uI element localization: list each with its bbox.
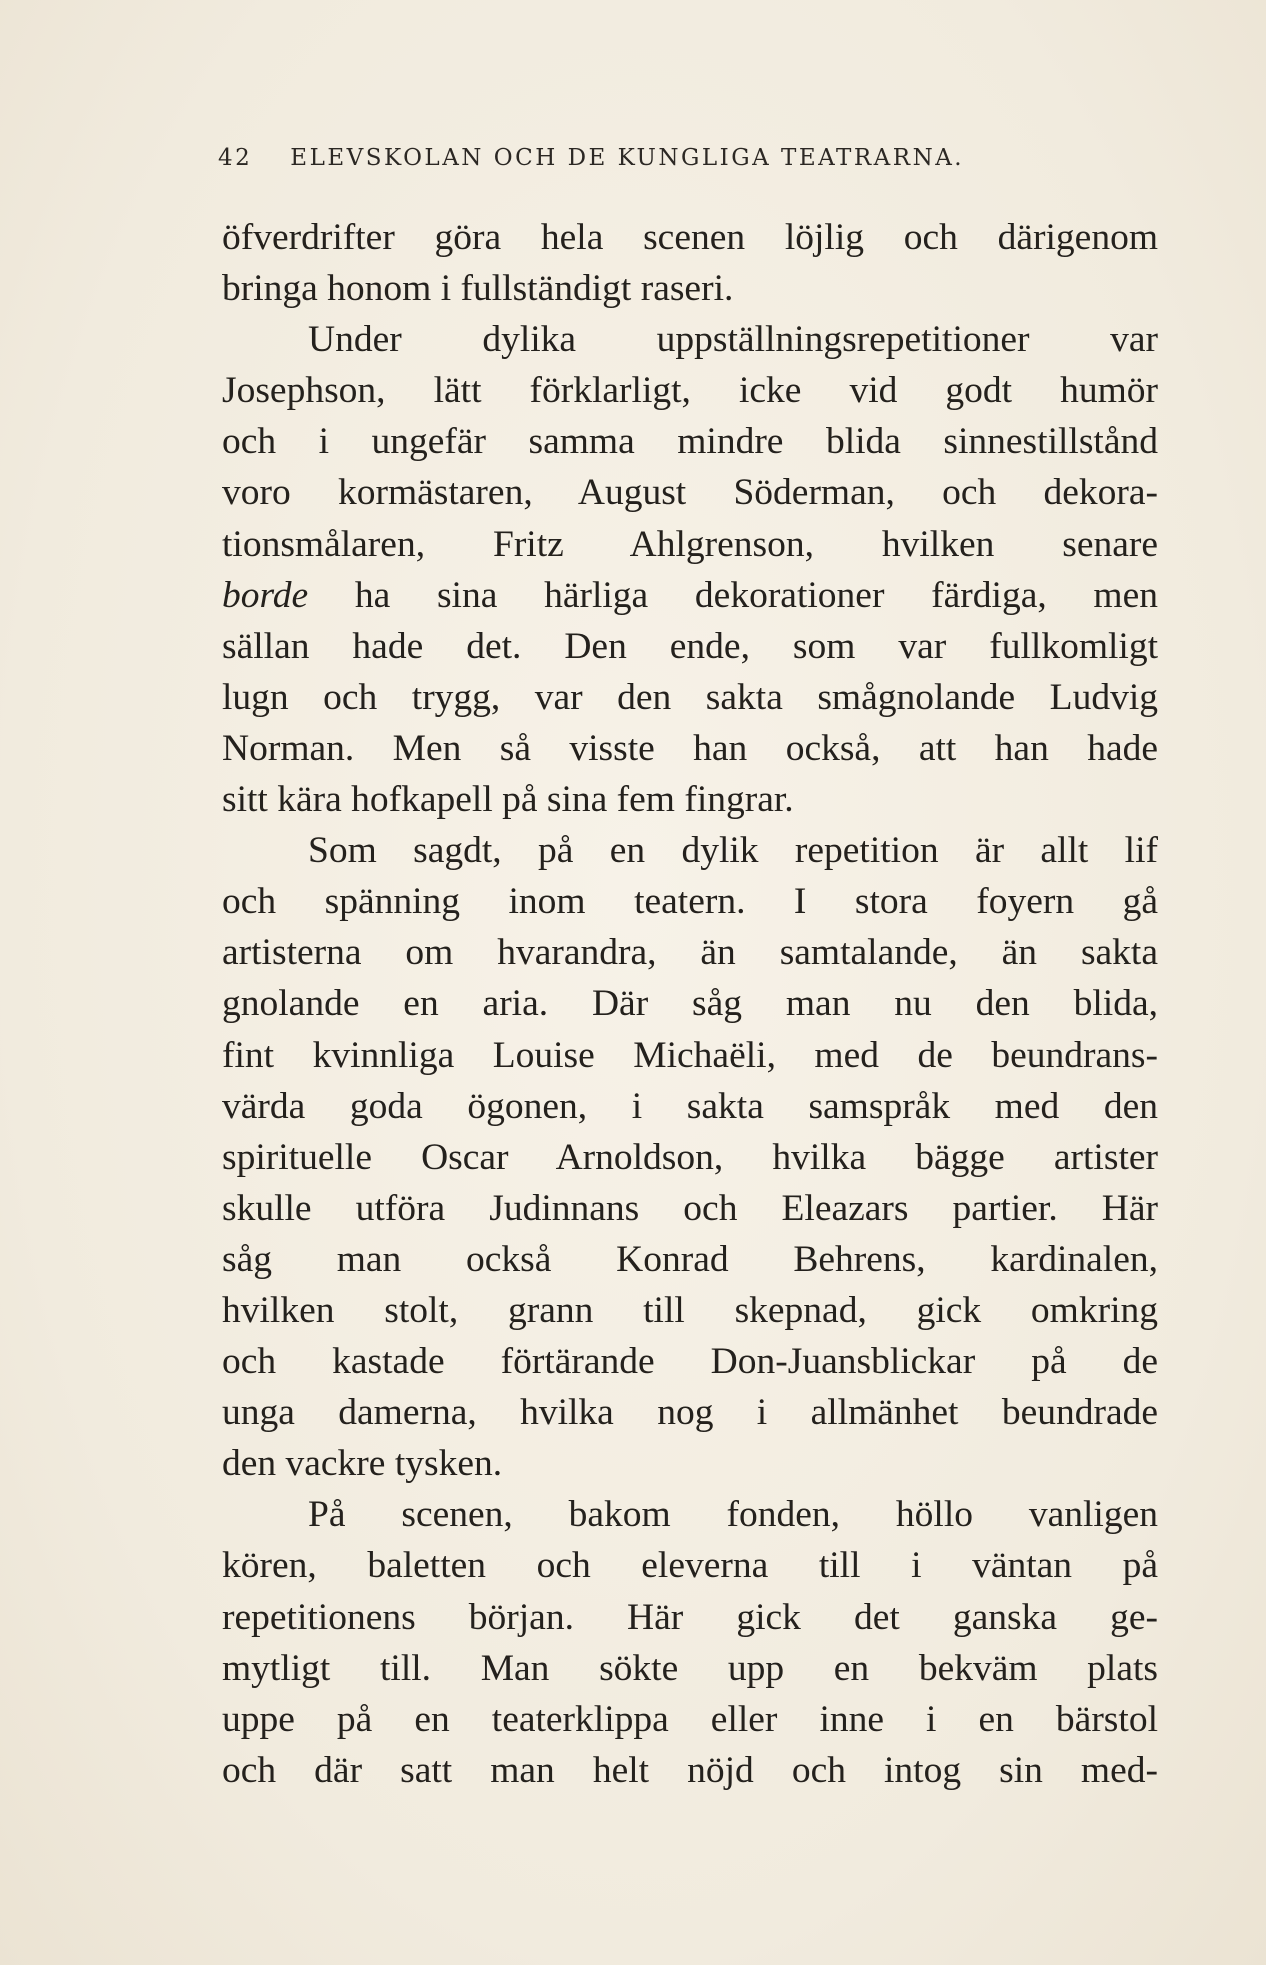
text-line: såg man också Konrad Behrens, kardinalen, bbox=[222, 1238, 1158, 1280]
text-line: voro kormästaren, August Söderman, och dekora- bbox=[222, 472, 1158, 514]
text-line: unga damerna, hvilka nog i allmänhet beundrade bbox=[222, 1392, 1158, 1434]
text-line: värda goda ögonen, i sakta samspråk med den bbox=[222, 1085, 1158, 1127]
text-line: mytligt till. Man sökte upp en bekväm plats bbox=[222, 1647, 1158, 1689]
text-line: repetitionens början. Här gick det ganska ge- bbox=[222, 1596, 1158, 1638]
text-line: den vackre tysken. bbox=[222, 1443, 503, 1485]
text-line: och spänning inom teatern. I stora foyern gå bbox=[222, 881, 1158, 923]
text-line: och där satt man helt nöjd och intog sin med- bbox=[222, 1749, 1158, 1791]
text-line: kören, baletten och eleverna till i väntan på bbox=[222, 1545, 1158, 1587]
text-line: bringa honom i fullständigt raseri. bbox=[222, 268, 734, 310]
text-line: Norman. Men så visste han också, att han hade bbox=[222, 727, 1158, 769]
text-line: artisterna om hvarandra, än samtalande, än sakta bbox=[222, 932, 1158, 974]
text-line: lugn och trygg, var den sakta smågnolande Ludvig bbox=[222, 676, 1158, 718]
text-line: Josephson, lätt förklarligt, icke vid godt humör bbox=[222, 370, 1158, 412]
text-line: spirituelle Oscar Arnoldson, hvilka bägge artister bbox=[222, 1136, 1158, 1178]
text-line: borde ha sina härliga dekorationer färdiga, men bbox=[222, 574, 1158, 616]
text-line: Som sagdt, på en dylik repetition är allt lif bbox=[308, 830, 1158, 872]
italic-word: borde bbox=[222, 574, 309, 616]
text-line: öfverdrifter göra hela scenen löjlig och därigenom bbox=[222, 217, 1158, 258]
text-line: fint kvinnliga Louise Michaëli, med de beundrans- bbox=[222, 1034, 1158, 1076]
text-line: hvilken stolt, grann till skepnad, gick omkring bbox=[222, 1289, 1158, 1331]
body-text bbox=[222, 212, 1158, 1796]
running-header bbox=[218, 145, 1118, 171]
page-number: 42 bbox=[218, 145, 253, 171]
text-line: tionsmålaren, Fritz Ahlgrenson, hvilken senare bbox=[222, 523, 1158, 565]
text-line: uppe på en teaterklippa eller inne i en bärstol bbox=[222, 1698, 1158, 1740]
text-line: sitt kära hofkapell på sina fem fingrar. bbox=[222, 779, 794, 821]
text-line: Under dylika uppställningsrepetitioner var bbox=[308, 319, 1158, 361]
text-line: På scenen, bakom fonden, höllo vanligen bbox=[308, 1494, 1158, 1536]
running-title: ELEVSKOLAN OCH DE KUNGLIGA TEATRARNA. bbox=[290, 145, 965, 171]
text-line: gnolande en aria. Där såg man nu den blida, bbox=[222, 983, 1158, 1025]
text-line: sällan hade det. Den ende, som var fullkomligt bbox=[222, 625, 1158, 667]
text-line: och i ungefär samma mindre blida sinnestillstånd bbox=[222, 421, 1158, 463]
text-line: och kastade förtärande Don-Juansblickar på de bbox=[222, 1341, 1158, 1383]
text-line: skulle utföra Judinnans och Eleazars partier. Här bbox=[222, 1187, 1158, 1229]
